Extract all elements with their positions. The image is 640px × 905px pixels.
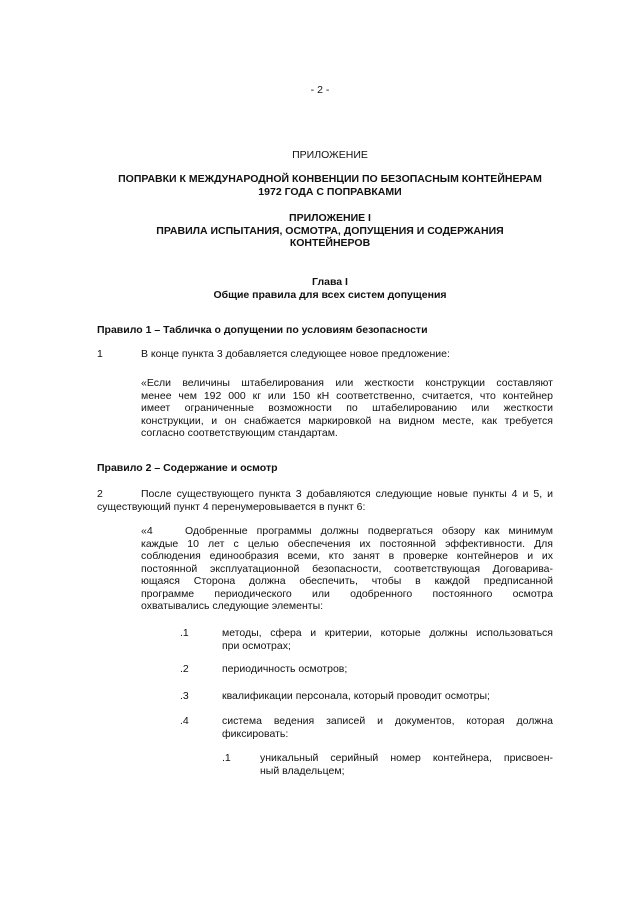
annex-heading-line2: ПРАВИЛА ИСПЫТАНИЯ, ОСМОТРА, ДОПУЩЕНИЯ И СОДЕРЖАНИЯ (156, 224, 504, 237)
rule1-quote-line: «Если величины штабелирования или жесткости конструкции составляют (141, 377, 553, 389)
para4-first-line: Одобренные программы должны подвергаться обзору как минимум (185, 525, 553, 537)
para4-line: программе периодического или одобренного постоянного осмотра (141, 587, 553, 600)
rule2-heading: Правило 2 – Содержание и осмотр (97, 462, 278, 474)
chapter-subtitle: Общие правила для всех систем допущения (213, 288, 447, 301)
rule1-quote (141, 377, 553, 440)
para4-line: постоянной эксплуатационной безопасности, соответствующая Договарива- (141, 562, 553, 575)
rule2-item-line2: существующий пункт 4 перенумеровывается в пункт 6: (97, 500, 366, 513)
subitem-line2: при осмотрах; (222, 639, 291, 652)
subitem-number: .2 (180, 663, 189, 675)
rule2-item-number: 2 (97, 488, 103, 500)
subitem-line1: методы, сфера и критерии, которые должны использоваться (222, 627, 553, 639)
appendix-title: ПРИЛОЖЕНИЕ (292, 149, 368, 161)
chapter-title: Глава I (312, 276, 348, 288)
rule1-quote-line: конструкции, и он снабжается маркировкой на видном месте, как требуется (141, 414, 553, 427)
amendments-heading-line1: ПОПРАВКИ К МЕЖДУНАРОДНОЙ КОНВЕНЦИИ ПО БЕЗОПАСНЫМ КОНТЕЙНЕРАМ (118, 173, 542, 185)
subsubitem-number: .1 (222, 752, 231, 764)
subitem-line1: система ведения записей и документов, которая должна (222, 715, 553, 727)
subitem-text: квалификации персонала, который проводит осмотры; (222, 690, 490, 702)
subitem-line2: фиксировать: (222, 727, 289, 740)
subitem-text (222, 715, 553, 740)
chapter-heading (100, 276, 560, 301)
rule1-heading: Правило 1 – Табличка о допущении по условиям безопасности (97, 324, 428, 336)
rule2-item-text (97, 488, 553, 513)
para4-marker: «4 (141, 525, 153, 537)
subsubitem-line1: уникальный серийный номер контейнера, присвоен- (260, 752, 553, 764)
subsubitem-line2: ный владельцем; (260, 764, 345, 777)
annex-heading-line3: КОНТЕЙНЕРОВ (289, 237, 371, 249)
amendments-heading-line2: 1972 ГОДА С ПОПРАВКАМИ (258, 185, 402, 198)
subitem-text: периодичность осмотров; (222, 663, 348, 675)
para4-line: каждые 10 лет с целью обеспечения их постоянной эффективности. Для (141, 537, 553, 550)
para4-last-line: охватывались следующие элементы: (141, 600, 324, 612)
subsubitem-text (260, 752, 553, 777)
para4-line: соблюдения единообразия всеми, кто занят в проверке контейнеров и их (141, 550, 553, 562)
amendments-heading (60, 173, 600, 198)
subitem-number: .4 (180, 715, 189, 727)
para4-line: ющаяся Сторона должна обеспечить, чтобы в каждой предписанной (141, 575, 553, 587)
subitem-number: .3 (180, 690, 189, 702)
rule1-quote-line: имеет ограниченные возможности по штабелированию или жесткости (141, 402, 553, 414)
para4 (141, 525, 553, 613)
rule2-item-line1: После существующего пункта 3 добавляются следующие новые пункты 4 и 5, и (141, 488, 553, 500)
rule1-quote-line: менее чем 192 000 кг или 150 кН соответственно, считается, что контейнер (141, 389, 553, 402)
annex-heading (60, 212, 600, 250)
annex-heading-line1: ПРИЛОЖЕНИЕ I (289, 212, 371, 224)
subitem-number: .1 (180, 627, 189, 639)
rule1-item-number: 1 (97, 348, 103, 360)
rule1-item-text: В конце пункта 3 добавляется следующее новое предложение: (141, 348, 450, 360)
subitem-text (222, 627, 553, 652)
page-number: - 2 - (310, 84, 330, 96)
rule1-quote-last-line: согласно соответствующим стандартам. (141, 427, 338, 439)
